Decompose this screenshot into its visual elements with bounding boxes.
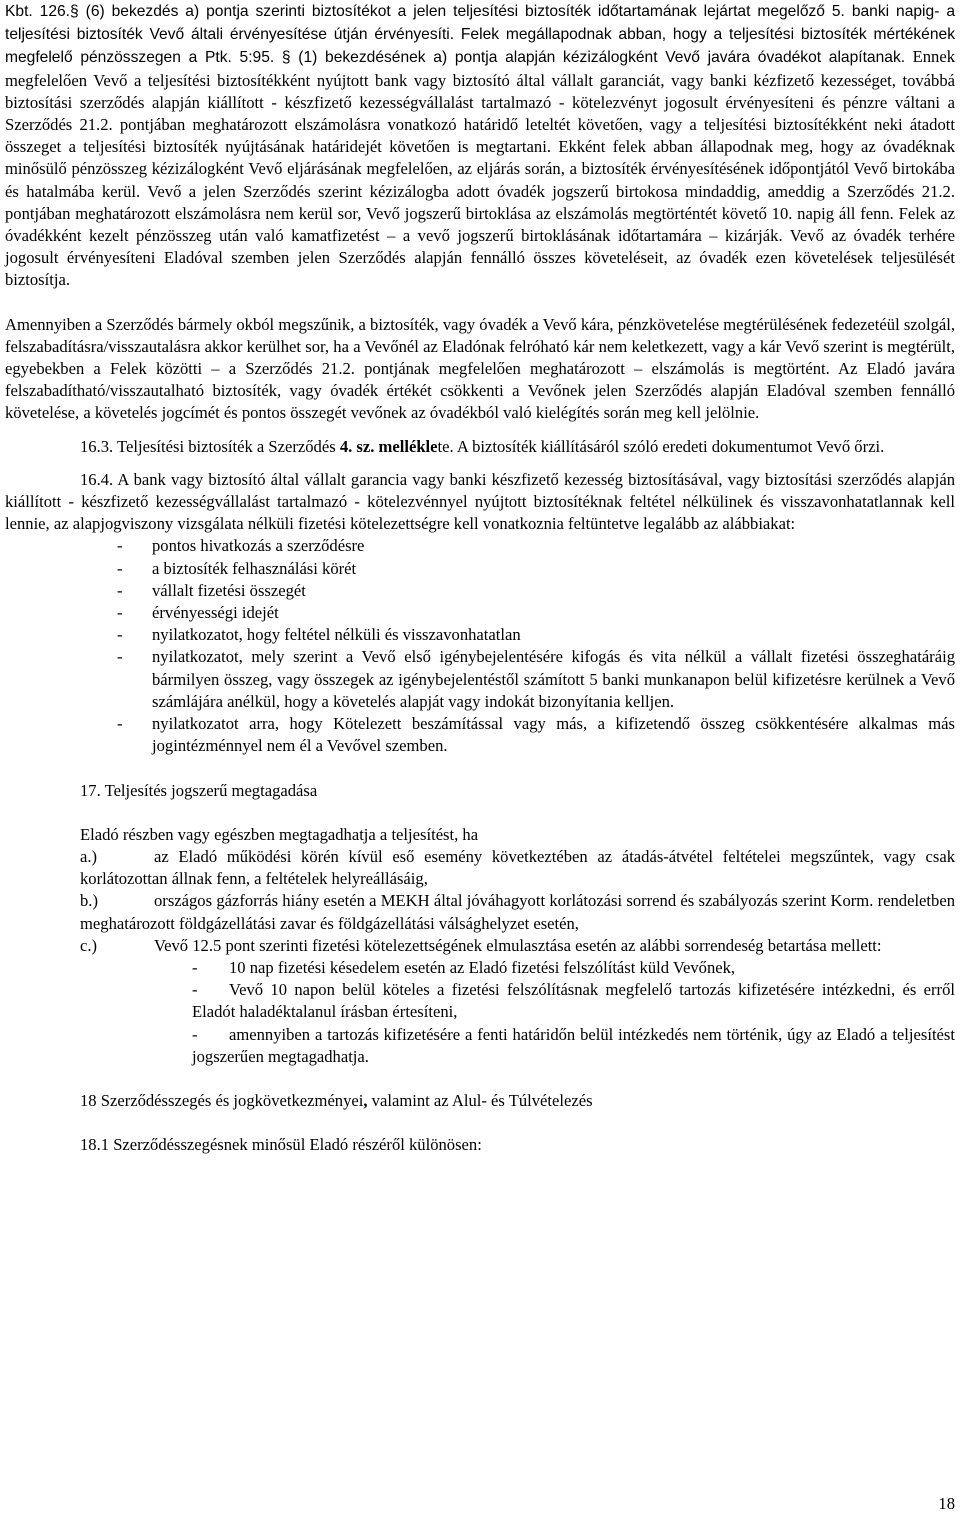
item-a-label: a.) [80, 846, 98, 866]
guarantee-requirements-list [5, 535, 955, 757]
list-item-text: amennyiben a tartozás kifizetésére a fenti határidőn belül intézkedés nem történik, úgy az Eladó a teljesítést jogszerűen megtagadhatja. [192, 1024, 955, 1066]
list-item [117, 646, 955, 713]
dash-bullet: - [117, 558, 123, 578]
list-item-text: a biztosíték felhasználási körét [152, 558, 357, 578]
section-16-4-number: 16.4. [80, 469, 114, 489]
item-a-text: az Eladó működési körén kívül eső esemény következtében az átadás-átvétel feltételei megszűntek, vagy csak korlátozottan állnak fenn, a feltételek helyreállásáig, [80, 846, 955, 889]
termination-paragraph: Amennyiben a Szerződés bármely okból megszűnik, a biztosíték, vagy óvadék a Vevő kára, pénzkövetelése megtérülésének fedezetéül szolgál, felszabadításra/visszautalásra akkor kerülhet sor, ha a Vevőnél az Eladónak felróható kár nem keletkezett, vagy a kár Vevő szerint is megtérült, egyebekben a Felek közötti – a Szerződés 21.2. pontjának megfelelően meghatározott – elszámolás is megtörtént. Az Eladó javára felszabadítható/visszautalható biztosíték, vagy óvadék értékét csökkenti a Vevőnek jelen Szerződés alapján Eladóval szemben fennálló követelése, a követelés jogcímét és pontos összegét vevőnek az óvadékból való kielégítés során meg kell jelölnie. [5, 314, 955, 423]
list-item [117, 602, 955, 624]
list-item [192, 1024, 955, 1068]
section-18-1: 18.1 Szerződésszegésnek minősül Eladó részéről különösen: [80, 1135, 482, 1155]
section-18-title-a: 18 Szerződésszegés és jogkövetkezményei [80, 1090, 364, 1110]
section-17-item-a [5, 846, 955, 890]
document-page [5, 0, 955, 1156]
dash-bullet: - [117, 647, 123, 667]
list-item [117, 624, 955, 646]
section-16-3-text-b: te. A biztosíték kiállításáról szóló eredeti dokumentumot Vevő őrzi. [437, 436, 885, 456]
list-item [192, 979, 955, 1023]
item-b-label: b.) [80, 891, 98, 911]
item-c-text: Vevő 12.5 pont szerinti fizetési kötelezettségének elmulasztása esetén az alábbi sorrendeség betartása mellett: [154, 935, 882, 955]
dash-bullet: - [117, 625, 123, 645]
section-17-item-c [5, 935, 955, 957]
intro-sentence-serif: Ennek megfelelően Vevő a teljesítési biztosítékként nyújtott bank vagy biztosító által vállalt garanciát, vagy banki kézfizető kezességet, továbbá biztosítási szerződés alapján kiállított - készfizető kezességvállalást tartalmazó - kötelezvényt jogosult érvényesíteni és pénzre váltani a Szerződés 21.2. pontjában meghatározott elszámolásra vonatkozó határidő leteltét követően, vagy a teljesítési biztosítékként neki átadott összeget a teljesítési biztosíték nyújtásának határidejét követően is megtartani. Ekként felek abban állapodnak meg, hogy az óvadéknak minősülő pénzösszeg kézizálogként Vevő eljárásának megfelelően, az eljárás során, a biztosíték érvényesítésének időpontjától Vevő birtokába és hatalmába kerül. Vevő a jelen Szerződés szerint kézizálogba adott óvadék jogszerű birtokosa mindaddig, ameddig a Szerződés 21.2. pontjában meghatározott elszámolásra nem kerül sor, Vevő jogszerű birtoklása az elszámolás megtörténtét követő 10. napig áll fenn. Felek az óvadékként kezelt pénzösszeg után való kamatfizetést – a vevő jogszerű birtoklásának időtartamára – kizárják. Vevő az óvadék terhére jogosult érvényesíteni Eladóval szemben jelen Szerződés alapján fennálló összes követeléseit, az óvadék ezen követelések teljesülését biztosítja. [5, 47, 956, 290]
section-18-title-comma: , [363, 1090, 368, 1110]
intro-sentence-sans: Kbt. 126.§ (6) bekezdés a) pontja szerinti biztosítékot a jelen teljesítési biztosíték időtartamának lejártat megelőző 5. banki napig- a teljesítési biztosíték Vevő általi érvényesítése útján érvényesíti. Felek megállapodnak abban, hogy a teljesítési biztosíték mértékének megfelelő pénzösszegen a Ptk. 5:95. § (1) bekezdésének a) pontja alapján kézizálogként Vevő javára óvadékot alapítanak. [5, 3, 955, 67]
section-16-4 [5, 469, 955, 536]
list-item-text: Vevő 10 napon belül köteles a fizetési felszólításnak megfelelő tartozás kifizetésére intézkedni, és erről Eladót haladéktalanul írásban értesíteni, [192, 980, 955, 1022]
section-18-title [5, 1090, 955, 1112]
list-item [117, 580, 955, 602]
item-b-text: országos gázforrás hiány esetén a MEKH által jóváhagyott korlátozási sorrend és szabályozás szerint Korm. rendeletben meghatározott földgázellátási zavar és földgázellátási válsághelyzet esetén, [80, 891, 955, 933]
list-item [192, 957, 955, 979]
dash-bullet: - [192, 1024, 198, 1044]
list-item-text: nyilatkozatot arra, hogy Kötelezett beszámítással vagy más, a kifizetendő összeg csökkentésére alkalmas más jogintézménnyel nem él a Vevővel szemben. [152, 714, 955, 756]
section-16-3-text-a: Teljesítési biztosíték a Szerződés [113, 436, 340, 456]
list-item-text: pontos hivatkozás a szerződésre [152, 536, 365, 556]
item-c-label: c.) [80, 935, 98, 955]
section-16-4-text: A bank vagy biztosító által vállalt garancia vagy banki készfizető kezesség biztosításával, vagy biztosítási szerződés alapján kiállított - készfizető kezességvállalást tartalmazó - kötelezvénnyel nyújtott biztosítéknak feltétel nélkülinek és visszavonhatatlannak kell lennie, az alapjogviszony vizsgálata nélküli fizetési kötelezettségre kell vonatkoznia feltüntetve legalább az alábbiakat: [5, 469, 955, 534]
page-number: 18 [938, 1494, 955, 1513]
dash-bullet: - [117, 536, 123, 556]
dash-bullet: - [117, 603, 123, 623]
section-16-3-number: 16.3. [80, 436, 114, 456]
list-item-text: érvényességi idejét [152, 603, 279, 623]
section-17-title: 17. Teljesítés jogszerű megtagadása [80, 780, 318, 800]
section-16-3-bold: 4. sz. mellékle [339, 436, 438, 456]
dash-bullet: - [117, 714, 123, 734]
dash-bullet: - [192, 957, 198, 977]
list-item-text: nyilatkozatot, hogy feltétel nélküli és visszavonhatatlan [152, 625, 521, 645]
list-item [117, 558, 955, 580]
list-item-text: vállalt fizetési összegét [152, 580, 306, 600]
list-item [117, 535, 955, 557]
intro-paragraph [5, 0, 955, 292]
section-17-lead: Eladó részben vagy egészben megtagadhatja a teljesítést, ha [80, 824, 479, 844]
section-16-3 [5, 436, 955, 458]
list-item [117, 713, 955, 757]
dash-bullet: - [192, 980, 198, 1000]
dash-bullet: - [117, 580, 123, 600]
section-17-item-b [5, 890, 955, 934]
payment-default-steps-list [5, 957, 955, 1068]
section-18-title-b: valamint az Alul- és Túlvételezés [367, 1090, 593, 1110]
list-item-text: nyilatkozatot, mely szerint a Vevő első igénybejelentésére kifogás és vita nélkül a vállalt fizetési összeghatáráig bármilyen összeg, vagy összegek az igénybejelentéstől számított 5 banki munkanapon belül kifizetésre kerülnek a Vevő számlájára anélkül, hogy a követelés alapját vagy indokát bizonyítania kelljen. [152, 647, 955, 711]
list-item-text: 10 nap fizetési késedelem esetén az Eladó fizetési felszólítást küld Vevőnek, [229, 957, 736, 977]
